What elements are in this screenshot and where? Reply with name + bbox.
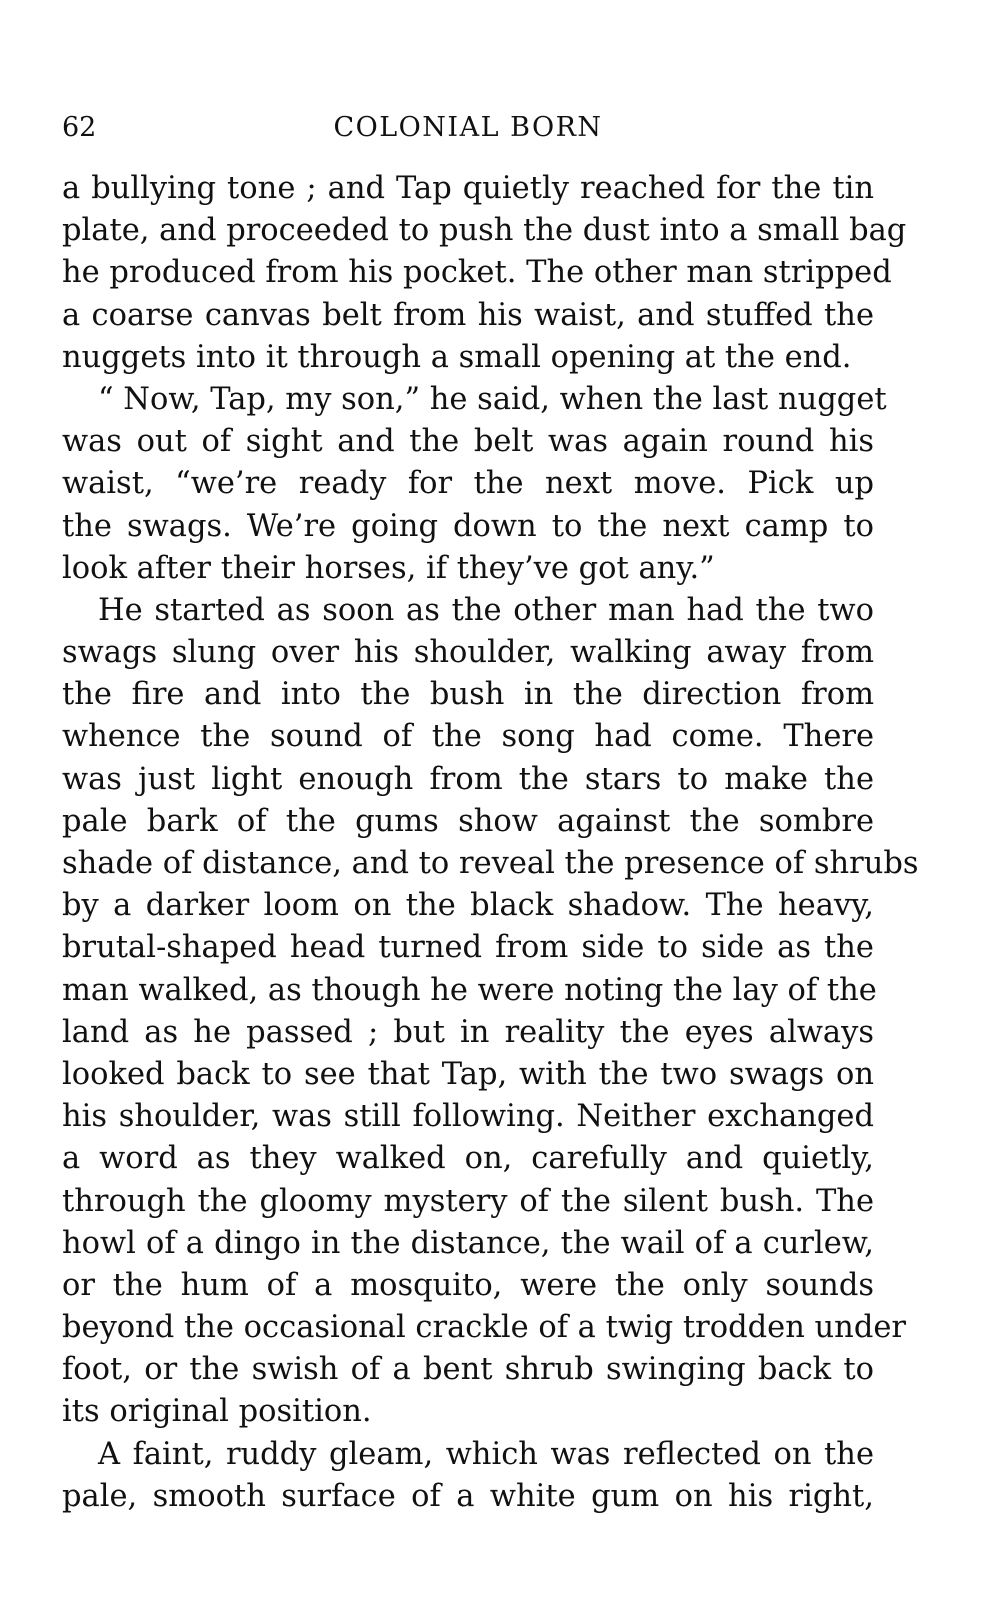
text-line: look after their horses, if they’ve got any.” (62, 550, 715, 586)
text-line: brutal-shaped head turned from side to side as the (62, 930, 874, 966)
text-line: howl of a dingo in the distance, the wail of a curlew, (62, 1225, 874, 1261)
text-line: its original position. (62, 1394, 372, 1430)
text-line: a bullying tone ; and Tap quietly reached for the tin (62, 171, 874, 206)
text-line: pale bark of the gums show against the sombre (62, 803, 874, 839)
text-line: the swags. We’re going down to the next camp to (62, 508, 874, 544)
text-line: land as he passed ; but in reality the eyes always (62, 1014, 874, 1050)
text-line: waist, “we’re ready for the next move. Pick up (62, 466, 874, 502)
text-line: swags slung over his shoulder, walking away from (62, 635, 874, 671)
text-line: was just light enough from the stars to make the (62, 761, 874, 797)
text-line: the fire and into the bush in the direction from (62, 677, 874, 713)
text-line: pale, smooth surface of a white gum on his right, (62, 1478, 874, 1514)
text-line: He started as soon as the other man had the two (98, 592, 874, 628)
body-text (62, 168, 919, 1518)
text-line: looked back to see that Tap, with the two swags on (62, 1056, 874, 1092)
running-head (62, 108, 874, 148)
text-line: his shoulder, was still following. Neither exchanged (62, 1099, 874, 1135)
text-line: A faint, ruddy gleam, which was reflected on the (98, 1436, 874, 1472)
text-line: or the hum of a mosquito, were the only sounds (62, 1267, 874, 1303)
page-number: 62 (62, 112, 97, 143)
text-line: whence the sound of the song had come. There (62, 719, 874, 755)
text-line: through the gloomy mystery of the silent bush. The (62, 1183, 874, 1219)
text-line: man walked, as though he were noting the lay of the (62, 972, 877, 1008)
text-line: plate, and proceeded to push the dust into a small bag (62, 213, 907, 249)
text-line: by a darker loom on the black shadow. The heavy, (62, 888, 874, 924)
text-line: a coarse canvas belt from his waist, and stuffed the (62, 297, 874, 333)
text-line: was out of sight and the belt was again round his (62, 424, 874, 460)
text-line: a word as they walked on, carefully and quietly, (62, 1141, 874, 1177)
text-line: “ Now, Tap, my son,” he said, when the last nugget (98, 381, 887, 417)
text-line: foot, or the swish of a bent shrub swinging back to (62, 1352, 874, 1388)
text-line: nuggets into it through a small opening at the end. (62, 339, 852, 375)
text-line: he produced from his pocket. The other man stripped (62, 255, 892, 291)
text-line: beyond the occasional crackle of a twig trodden under (62, 1310, 906, 1346)
text-line: shade of distance, and to reveal the presence of shrubs (62, 846, 919, 881)
running-title: COLONIAL BORN (333, 112, 603, 143)
